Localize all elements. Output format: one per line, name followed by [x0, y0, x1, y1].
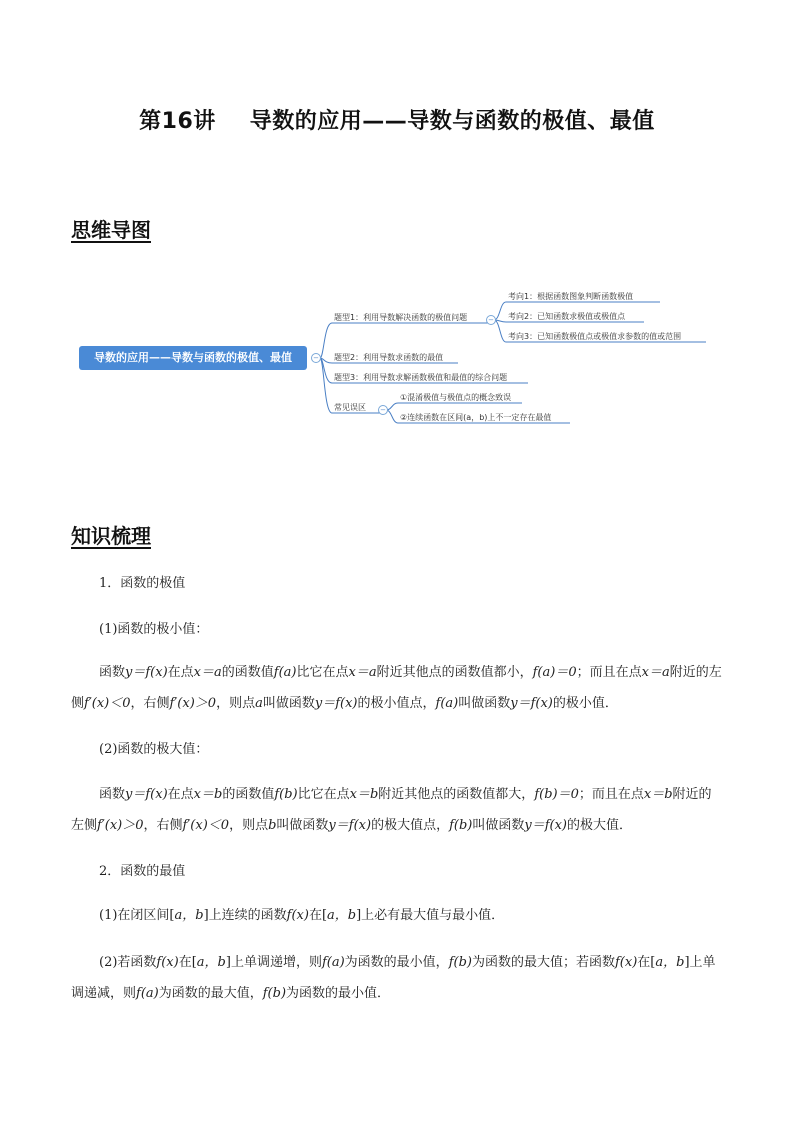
mind-map-root: 导数的应用——导数与函数的极值、最值	[79, 346, 307, 370]
mind-map-branch-4-child-1: ①混淆极值与极值点的概念致误	[400, 393, 512, 402]
mind-map-branch-3: 题型3：利用导数求解函数极值和最值的综合问题	[334, 373, 508, 382]
collapse-misconception-icon[interactable]: −	[378, 405, 388, 415]
mind-map-branch-1-child-1: 考向1：根据函数图象判断函数极值	[508, 292, 634, 301]
collapse-branch1-icon[interactable]: −	[486, 315, 496, 325]
page-title	[0, 104, 794, 135]
paragraph-local-min: 函数y＝f(x)在点x＝a的函数值f(a)比它在点x＝a附近其他点的函数值都小，f(a)＝0；而且在点x＝a附近的左侧f′(x)＜0，右侧f′(x)＞0，则点a叫做函数y＝f(x)的极小值点，f(a)叫做函数y＝f(x)的极小值．	[71, 665, 722, 711]
heading-extreme-values: 1．函数的极值	[99, 576, 186, 591]
lecture-topic: 导数的应用——导数与函数的极值、最值	[249, 109, 655, 134]
mind-map-branch-4-child-2: ②连续函数在区间(a，b)上不一定存在最值	[400, 413, 552, 422]
mind-map-branch-4: 常见误区	[334, 403, 366, 412]
heading-local-min: (1)函数的极小值：	[99, 622, 209, 637]
section-knowledge: 知识梳理	[71, 524, 151, 548]
lecture-number: 第16讲	[139, 109, 216, 134]
mind-map-branch-1-child-2: 考向2：已知函数求极值或极值点	[508, 312, 626, 321]
paragraph-max-min-1: (1)在闭区间[a，b]上连续的函数f(x)在[a，b]上必有最大值与最小值．	[99, 908, 505, 923]
collapse-root-icon[interactable]: −	[311, 353, 321, 363]
mind-map-branch-2: 题型2：利用导数求函数的最值	[334, 353, 444, 362]
heading-max-min: 2．函数的最值	[99, 864, 186, 879]
heading-local-max: (2)函数的极大值：	[99, 742, 209, 757]
paragraph-local-max: 函数y＝f(x)在点x＝b的函数值f(b)比它在点x＝b附近其他点的函数值都大，f(b)＝0；而且在点x＝b附近的左侧f′(x)＞0，右侧f′(x)＜0，则点b叫做函数y＝f(x)的极大值点，f(b)叫做函数y＝f(x)的极大值．	[71, 787, 712, 833]
mind-map-branch-1-child-3: 考向3：已知函数极值点或极值求参数的值或范围	[508, 332, 682, 341]
paragraph-max-min-2: (2)若函数f(x)在[a，b]上单调递增，则f(a)为函数的最小值，f(b)为函数的最大值；若函数f(x)在[a，b]上单调递减，则f(a)为函数的最大值，f(b)为函数的最小值．	[71, 955, 716, 1001]
mind-map-branch-1: 题型1：利用导数解决函数的极值问题	[334, 313, 468, 322]
section-mind-map: 思维导图	[71, 218, 151, 242]
